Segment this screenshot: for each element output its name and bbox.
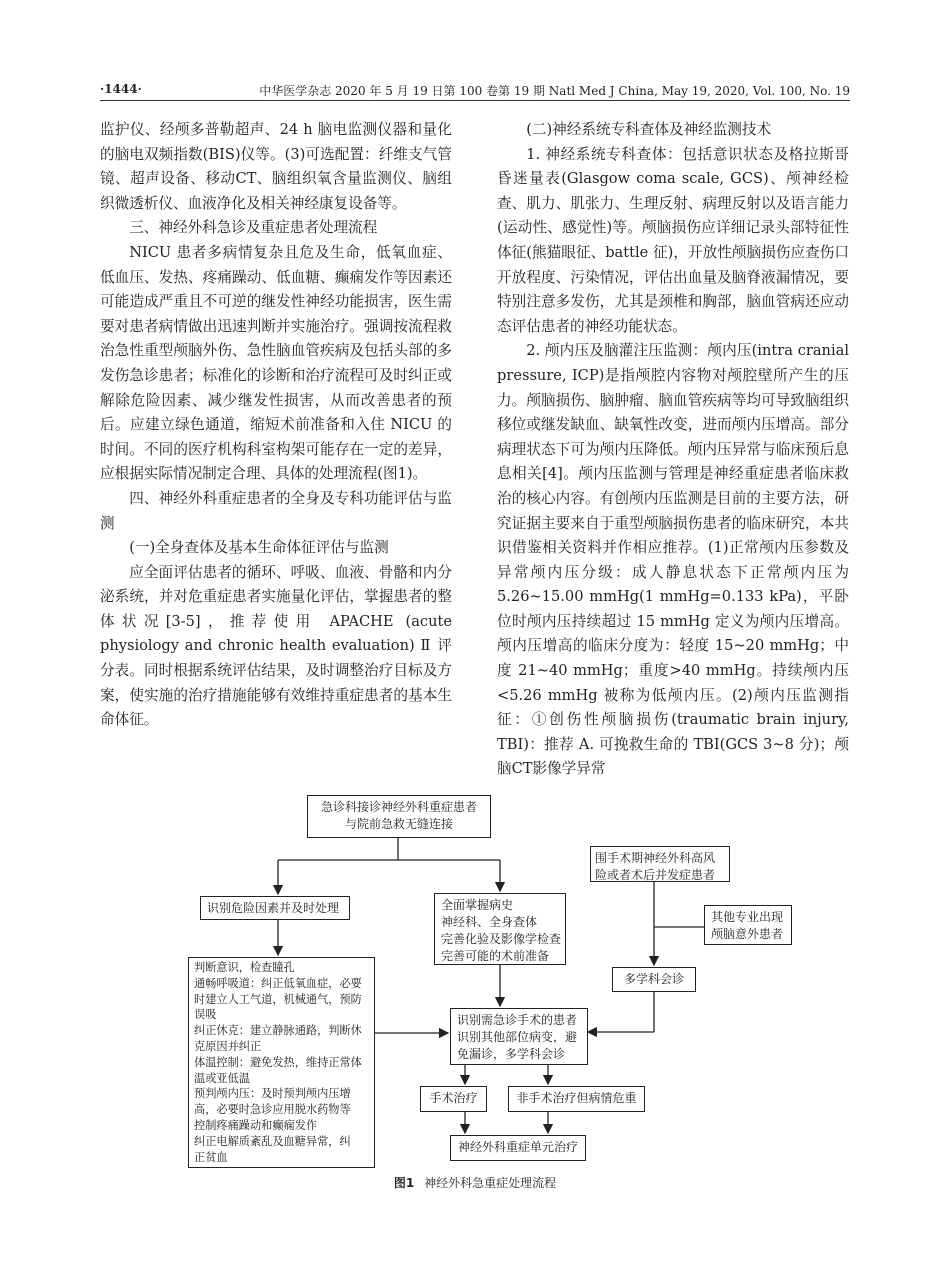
box-line: 与院前急救无缝连接 bbox=[344, 817, 453, 831]
box-line: 识别需急诊手术的患者 bbox=[457, 1013, 578, 1027]
box-line: 神经科、全身查体 bbox=[441, 915, 538, 929]
body-paragraph: NICU 患者多病情复杂且危及生命，低氧血症、低血压、发热、疼痛躁动、低血糖、癫痫发作等因素还可能造成严重且不可逆的继发性神经功能损害，医生需要对患者病情做出迅速判断并实施治疗。强调按流程救治急性重型颅脑外伤、急性脑血管疾病及包括头部的多发伤急诊患者；标准化的诊断和治疗流程可及时纠正或解除危险因素、减少继发性损害，从而改善患者的预后。应建立绿色通道，缩短术前准备和入住 NICU 的时间。不同的医疗机构科室构架可能存在一定的差异，应根据实际情况制定合理、具体的处理流程(图1)。 bbox=[100, 243, 452, 483]
page-number: ·1444· bbox=[100, 82, 142, 96]
figure-title: 神经外科急重症处理流程 bbox=[424, 1176, 557, 1190]
box-mdt bbox=[612, 967, 696, 992]
box-line: 控制疼痛躁动和癫痫发作 bbox=[194, 1118, 318, 1132]
box-line: 完善化验及影像学检查 bbox=[441, 932, 562, 946]
box-line: 识别危险因素并及时处理 bbox=[207, 901, 340, 915]
box-line: 预判颅内压：及时预判颅内压增 bbox=[194, 1087, 351, 1101]
right-column bbox=[497, 118, 849, 782]
box-line: 通畅呼吸道：纠正低氧血症，必要 bbox=[194, 976, 362, 990]
body-paragraph: 应全面评估患者的循环、呼吸、血液、骨骼和内分泌系统，并对危重症患者实施量化评估，掌握患者的整体状况[3-5]，推荐使用 APACHE (acute physiology and chronic health evaluation) Ⅱ 评分表。同时根据系统评估结果，及时调整治疗目标及方案，使实施的治疗措施能够有效维持重症患者的基本生命体征。 bbox=[100, 563, 452, 729]
box-line: 险或者术后并发症患者 bbox=[595, 868, 716, 882]
page-header bbox=[100, 82, 850, 101]
figure-label: 图1 bbox=[393, 1176, 415, 1190]
box-full-history bbox=[434, 893, 566, 965]
box-line: 围手术期神经外科高风 bbox=[595, 851, 716, 865]
left-column bbox=[100, 118, 452, 733]
box-line: 克原因并纠正 bbox=[194, 1039, 262, 1053]
box-line: 纠正休克：建立静脉通路，判断休 bbox=[194, 1024, 362, 1038]
box-line: 非手术治疗但病情危重 bbox=[516, 1091, 637, 1105]
box-line: 时建立人工气道，机械通气，预防 bbox=[194, 992, 362, 1006]
box-periop-risk bbox=[590, 846, 730, 882]
box-line: 免漏诊，多学科会诊 bbox=[457, 1047, 566, 1061]
journal-citation: 中华医学杂志 2020 年 5 月 19 日第 100 卷第 19 期 Natl Med J China, May 19, 2020, Vol. 100, No. 19 bbox=[259, 84, 850, 98]
box-line: 判断意识，检查瞳孔 bbox=[194, 961, 295, 974]
section-heading: (一)全身查体及基本生命体征评估与监测 bbox=[129, 539, 389, 557]
box-identify-risk bbox=[200, 896, 350, 920]
box-line: 急诊科接诊神经外科重症患者 bbox=[320, 800, 477, 814]
box-line: 体温控制：避免发热，维持正常体 bbox=[194, 1055, 362, 1069]
box-surgery bbox=[420, 1086, 487, 1112]
box-line: 温或亚低温 bbox=[194, 1071, 250, 1085]
box-identify-surgery bbox=[450, 1008, 588, 1065]
box-line: 完善可能的术前准备 bbox=[441, 949, 550, 963]
box-other-specialty bbox=[704, 905, 792, 945]
box-line: 手术治疗 bbox=[429, 1091, 478, 1105]
box-non-surgery bbox=[508, 1086, 645, 1112]
box-line: 误吸 bbox=[194, 1008, 217, 1022]
box-emergency-intake bbox=[307, 795, 491, 838]
body-paragraph: 监护仪、经颅多普勒超声、24 h 脑电监测仪器和量化的脑电双频指数(BIS)仪等。(3)可选配置：纤维支气管镜、超声设备、移动CT、脑组织氧含量监测仪、脑组织微透析仪、血液净化及相关神经康复设备等。 bbox=[100, 121, 452, 212]
box-line: 神经外科重症单元治疗 bbox=[457, 1140, 578, 1154]
body-paragraph: 1. 神经系统专科查体：包括意识状态及格拉斯哥昏迷量表(Glasgow coma scale, GCS)、颅神经检查、肌力、肌张力、生理反射、病理反射以及语言能力(运动性、感觉性)等。颅脑损伤应详细记录头部特征性体征(熊猫眼征、battle 征)，开放性颅脑损伤应查伤口开放程度、污染情况，评估出血量及脑脊液漏情况，要特别注意多发伤，尤其是颈椎和胸部，脑血管病还应动态评估患者的神经功能状态。 bbox=[497, 145, 849, 335]
box-line: 高，必要时急诊应用脱水药物等 bbox=[194, 1103, 351, 1117]
figure-caption bbox=[0, 1174, 950, 1191]
section-heading: 三、神经外科急诊及重症患者处理流程 bbox=[129, 219, 378, 237]
box-initial-actions bbox=[188, 957, 375, 1168]
section-heading: (二)神经系统专科查体及神经监测技术 bbox=[526, 121, 772, 138]
box-line: 识别其他部位病变，避 bbox=[457, 1030, 578, 1044]
box-line: 正贫血 bbox=[194, 1150, 228, 1164]
box-line: 颅脑意外患者 bbox=[711, 927, 784, 941]
body-paragraph: 2. 颅内压及脑灌注压监测：颅内压(intra cranial pressure, ICP)是指颅腔内容物对颅腔壁所产生的压力。颅脑损伤、脑肿瘤、脑血管疾病等均可导致脑组织移位或继发缺血、缺氧性改变，进而颅内压增高。部分病理状态下可为颅内压降低。颅内压异常与临床预后息息相关[4]。颅内压监测与管理是神经重症患者临床救治的核心内容。有创颅内压监测是目前的主要方法，研究证据主要来自于重型颅脑损伤患者的临床研究，本共识借鉴相关资料并作相应推荐。(1)正常颅内压参数及异常颅内压分级：成人静息状态下正常颅内压为 5.26~15.00 mmHg(1 mmHg=0.133 kPa)，平卧位时颅内压持续超过 15 mmHg 定义为颅内压增高。颅内压增高的临床分度为：轻度 15~20 mmHg；中度 21~40 mmHg；重度>40 mmHg。持续颅内压<5.26 mmHg 被称为低颅内压。(2)颅内压监测指征：①创伤性颅脑损伤(traumatic brain injury, TBI)：推荐 A. 可挽救生命的 TBI(GCS 3~8 分)；颅脑CT影像学异常 bbox=[497, 342, 849, 778]
box-line: 多学科会诊 bbox=[623, 972, 684, 986]
box-line: 全面掌握病史 bbox=[441, 898, 514, 912]
box-line: 其他专业出现 bbox=[711, 910, 784, 924]
box-nicu bbox=[450, 1135, 586, 1161]
box-line: 纠正电解质紊乱及血糖异常，纠 bbox=[194, 1134, 351, 1148]
section-heading: 四、神经外科重症患者的全身及专科功能评估与监测 bbox=[100, 489, 452, 532]
